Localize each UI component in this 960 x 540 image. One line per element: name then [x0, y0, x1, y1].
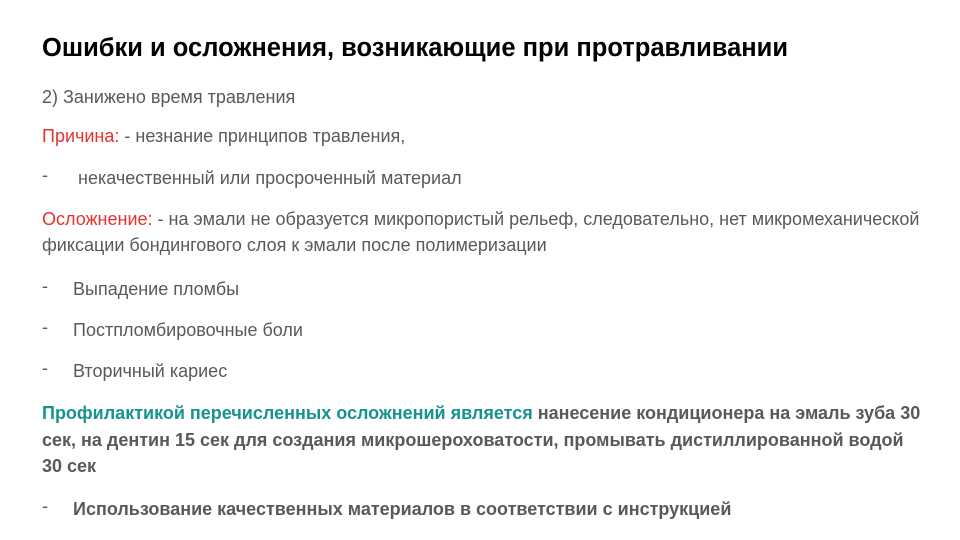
- complication-label: Осложнение:: [42, 209, 153, 229]
- complication-bullet-text: Вторичный кариес: [73, 361, 228, 381]
- complication-bullet-text: Выпадение пломбы: [73, 279, 240, 299]
- cause-label: Причина:: [42, 126, 120, 146]
- prevention-label: Профилактикой перечисленных осложнений является: [42, 403, 533, 423]
- complication-bullet-dash: -: [42, 276, 48, 296]
- prevention-bullet-dash: -: [42, 496, 48, 516]
- complication-paragraph: [42, 206, 922, 258]
- prevention-paragraph: [42, 400, 922, 480]
- prevention-bullet-text: Использование качественных материалов в соответствии с инструкцией: [73, 499, 732, 519]
- cause-text: - незнание принципов травления,: [119, 126, 406, 146]
- cause-bullet-dash: -: [42, 165, 48, 185]
- prevention-text: нанесение кондиционера на эмаль зуба 30 сек, на дентин 15 сек для создания микрошероховатости, промывать дистиллированной водой 30 сек: [42, 403, 921, 476]
- subtitle: 2) Занижено время травления: [42, 87, 296, 107]
- complication-bullet-dash: -: [42, 358, 48, 378]
- complication-bullet-text: Постпломбировочные боли: [73, 320, 303, 340]
- slide-title: Ошибки и осложнения, возникающие при протравливании: [42, 34, 789, 62]
- complication-bullet-dash: -: [42, 317, 48, 337]
- cause-line: [42, 124, 405, 148]
- complication-text: - на эмали не образуется микропористый рельеф, следовательно, нет микромеханической фиксации бондингового слоя к эмали после полимеризации: [42, 209, 920, 255]
- cause-bullet-text: некачественный или просроченный материал: [78, 168, 462, 188]
